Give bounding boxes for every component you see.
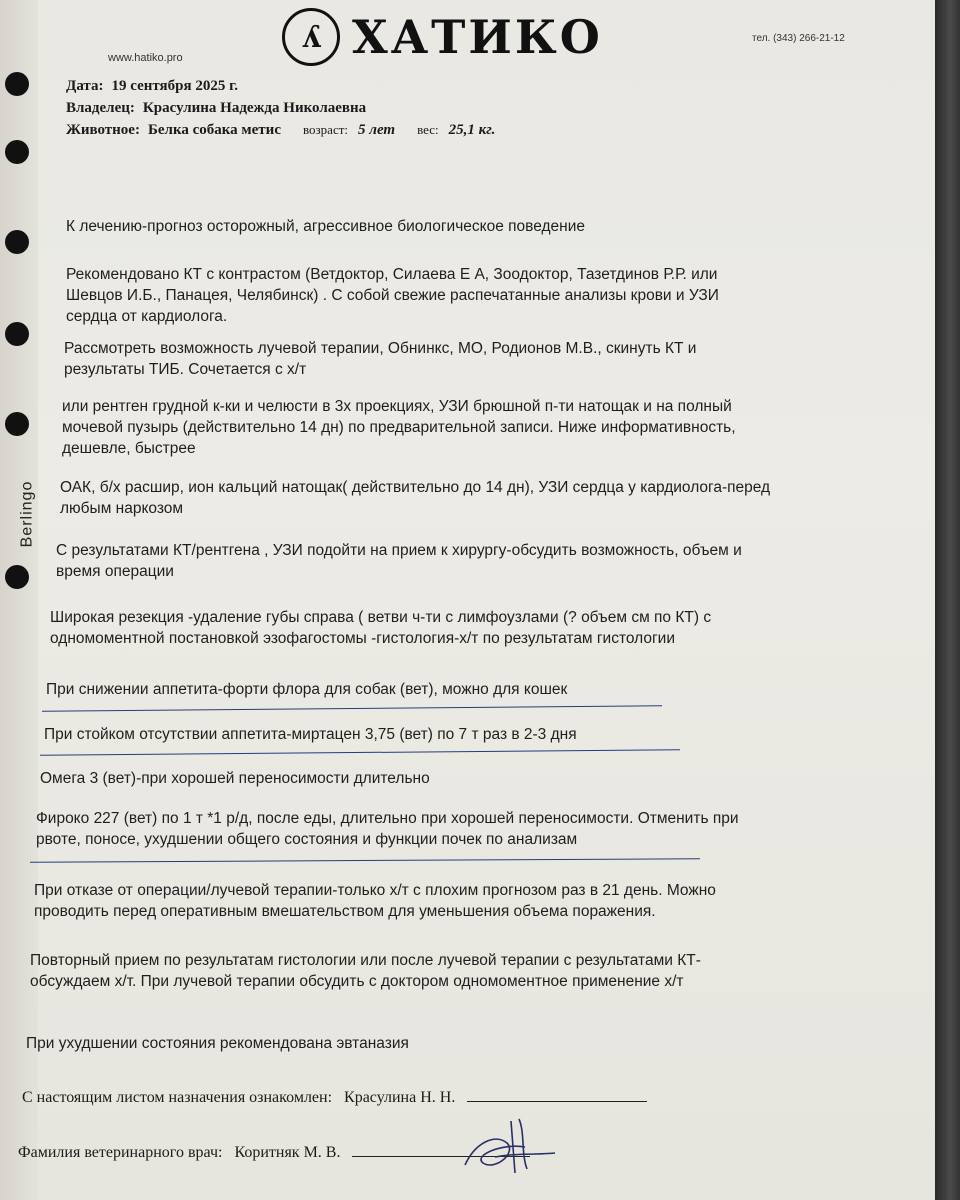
signature-blank: [467, 1087, 647, 1102]
punched-margin: [0, 0, 38, 1200]
date-label: Дата:: [66, 78, 104, 94]
paragraph: Повторный прием по результатам гистологии или после лучевой терапии с результатами КТ- обсуждаем х/т. При лучевой терапии обсудить с доктором одномоментное применение х/т: [30, 952, 701, 990]
punch-hole: [5, 412, 29, 436]
pen-underline: [30, 858, 700, 863]
paragraph: ОАК, б/х расшир, ион кальций натощак( действительно до 14 дн), УЗИ сердца у кардиолога-перед любым наркозом: [60, 479, 771, 517]
website-text: www.hatiko.pro: [108, 52, 183, 64]
paw-logo-icon: ʎ: [282, 8, 340, 66]
punch-hole: [5, 230, 29, 254]
paragraph: Рекомендовано КТ с контрастом (Ветдоктор, Силаева Е А, Зоодоктор, Тазетдинов Р.Р. или Шевцов И.Б., Панацея, Челябинск) . С собой свежие распечатанные анализы крови и УЗИ сердца от кардиолога.: [66, 266, 719, 325]
paragraph: или рентген грудной к-ки и челюсти в 3х проекциях, УЗИ брюшной п-ти натощак и на полный мочевой пузырь (действительно 14 дн) по предварительной записи. Ниже информативность, дешевле, быстрее: [62, 398, 736, 457]
handwritten-signature: [455, 1113, 575, 1183]
ack-name: Красулина Н. Н.: [344, 1089, 456, 1106]
paragraph: С результатами КТ/рентгена , УЗИ подойти на прием к хирургу-обсудить возможность, объем и время операции: [56, 542, 742, 580]
clinic-logo: [282, 8, 603, 66]
ack-label: С настоящим листом назначения ознакомлен:: [22, 1089, 333, 1106]
paragraph: При ухудшении состояния рекомендована эвтаназия: [26, 1035, 409, 1052]
paragraph: Омега 3 (вет)-при хорошей переносимости длительно: [40, 770, 430, 787]
paragraph-underlined: При стойком отсутствии аппетита-миртацен 3,75 (вет) по 7 т раз в 2-3 дня: [44, 726, 577, 743]
weight-value: 25,1 кг.: [448, 122, 496, 138]
punch-hole: [5, 140, 29, 164]
vet-line: [18, 1142, 530, 1162]
owner-value: Красулина Надежда Николаевна: [142, 100, 367, 116]
weight-label: вес:: [417, 122, 439, 137]
paragraph: При отказе от операции/лучевой терапии-только х/т с плохим прогнозом раз в 21 день. Можно проводить перед оперативным вмешательством для уменьшения объема поражения.: [34, 882, 716, 920]
vet-label: Фамилия ветеринарного врач:: [18, 1144, 223, 1161]
owner-label: Владелец:: [66, 100, 135, 116]
paragraph-underlined: Фироко 227 (вет) по 1 т *1 р/д, после еды, длительно при хорошей переносимости. Отменить при рвоте, поносе, ухудшении общего состояния и функции почек по анализам: [36, 810, 739, 848]
pen-underline: [40, 749, 680, 756]
phone-text: тел. (343) 266-21-12: [752, 33, 845, 44]
paragraph: Широкая резекция -удаление губы справа ( ветви ч-ти с лимфоузлами (? объем см по КТ) с одномоментной постановкой эзофагостомы -гистология-х/т по результатам гистологии: [50, 609, 712, 647]
pen-underline: [42, 705, 662, 711]
paragraph-underlined: При снижении аппетита-форти флора для собак (вет), можно для кошек: [46, 681, 568, 698]
vet-name: Коритняк М. В.: [234, 1144, 341, 1161]
age-label: возраст:: [302, 122, 349, 137]
paragraph: К лечению-прогноз осторожный, агрессивное биологическое поведение: [66, 218, 586, 235]
date-value: 19 сентября 2025 г.: [111, 78, 238, 94]
age-value: 5 лет: [358, 122, 396, 138]
punch-hole: [5, 322, 29, 346]
owner-row: [66, 100, 366, 117]
acknowledgement-line: [22, 1087, 647, 1107]
paragraph: Рассмотреть возможность лучевой терапии, Обнинкс, МО, Родионов М.В., скинуть КТ и результаты ТИБ. Сочетается с х/т: [64, 340, 697, 378]
date-row: [66, 78, 238, 95]
background-edge: [935, 0, 960, 1200]
animal-label: Животное:: [66, 122, 140, 138]
sleeve-brand: Berlingo: [18, 480, 36, 548]
logo-text: ХАТИКО: [352, 10, 603, 64]
punch-hole: [5, 72, 29, 96]
animal-row: [66, 122, 495, 139]
animal-value: Белка собака метис: [147, 122, 281, 138]
punch-hole: [5, 565, 29, 589]
